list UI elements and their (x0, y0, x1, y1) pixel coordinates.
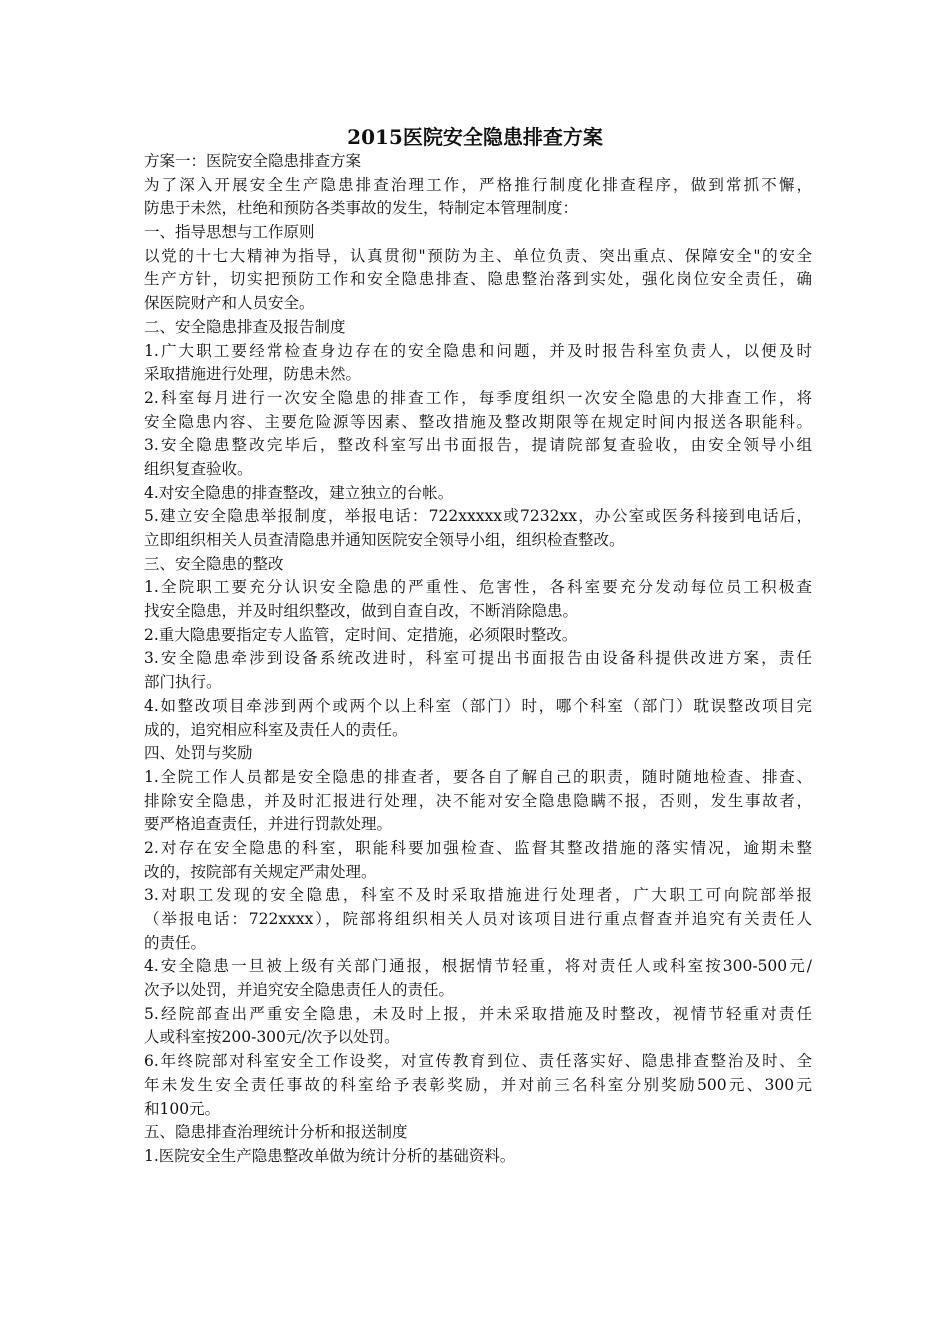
body-line: 5.经院部查出严重安全隐患，未及时上报，并未采取措施及时整改，视情节轻重对责任 (144, 1004, 812, 1023)
body-line: 2.对存在安全隐患的科室，职能科要加强检查、监督其整改措施的落实情况，逾期未整 (144, 838, 812, 857)
body-line: 5.建立安全隐患举报制度，举报电话：722xxxxx或7232xx，办公室或医务科接到电话后， (144, 507, 812, 526)
body-line: 部门执行。 (144, 673, 222, 692)
body-line: 2.科室每月进行一次安全隐患的排查工作，每季度组织一次安全隐患的大排查工作，将 (144, 388, 812, 407)
body-line: 4.安全隐患一旦被上级有关部门通报，根据情节轻重，将对责任人或科室按300-500元/ (144, 957, 812, 976)
body-line: 排除安全隐患，并及时汇报进行处理，决不能对安全隐患隐瞒不报，否则，发生事故者， (144, 791, 812, 810)
body-line: 保医院财产和人员安全。 (144, 294, 315, 313)
body-line: 为了深入开展安全生产隐患排查治理工作，严格推行制度化排查程序，做到常抓不懈， (144, 175, 812, 194)
body-line: 改的，按院部有关规定严肃处理。 (144, 862, 377, 881)
body-line: 安全隐患内容、主要危险源等因素、整改措施及整改期限等在规定时间内报送各职能科。 (144, 412, 812, 431)
body-line: 组织复查验收。 (144, 459, 253, 478)
body-line: 1.医院安全生产隐患整改单做为统计分析的基础资料。 (144, 1146, 516, 1165)
body-line: 找安全隐患，并及时组织整改，做到自查自改，不断消除隐患。 (144, 602, 579, 621)
document-title: 2015医院安全隐患排查方案 (347, 125, 603, 149)
body-line: 年未发生安全责任事故的科室给予表彰奖励，并对前三名科室分别奖励500元、300元 (144, 1075, 812, 1094)
body-line: 次予以处罚，并追究安全隐患责任人的责任。 (144, 981, 455, 1000)
body-line: 方案一：医院安全隐患排查方案 (144, 152, 362, 170)
body-line: 和100元。 (144, 1099, 221, 1118)
body-line: 1.全院工作人员都是安全隐患的排查者，要各自了解自己的职责，随时随地检查、排查、 (144, 767, 812, 786)
document-body (144, 150, 812, 1169)
body-line: 二、安全隐患排查及报告制度 (144, 317, 346, 336)
body-line: （举报电话：722xxxx），院部将组织相关人员对该项目进行重点督查并追究有关责任人 (144, 910, 812, 928)
body-line: 五、隐患排查治理统计分析和报送制度 (144, 1123, 408, 1142)
body-line: 3.对职工发现的安全隐患，科室不及时采取措施进行处理者，广大职工可向院部举报 (144, 886, 812, 905)
body-line: 人或科室按200-300元/次予以处罚。 (144, 1028, 400, 1047)
body-line: 生产方针，切实把预防工作和安全隐患排查、隐患整治落到实处，强化岗位安全责任，确 (144, 270, 812, 289)
body-line: 1.全院职工要充分认识安全隐患的严重性、危害性，各科室要充分发动每位员工积极查 (144, 578, 812, 597)
body-line: 4.如整改项目牵涉到两个或两个以上科室（部门）时，哪个科室（部门）耽误整改项目完 (144, 696, 812, 715)
body-line: 2.重大隐患要指定专人监管，定时间、定措施，必须限时整改。 (144, 625, 578, 644)
body-line: 1.广大职工要经常检查身边存在的安全隐患和问题，并及时报告科室负责人，以便及时 (144, 341, 812, 360)
body-line: 3.安全隐患整改完毕后，整改科室写出书面报告，提请院部复查验收，由安全领导小组 (144, 436, 812, 455)
body-line: 4.对安全隐患的排查整改，建立独立的台帐。 (144, 483, 454, 502)
body-line: 四、处罚与奖励 (144, 744, 253, 763)
body-line: 三、安全隐患的整改 (144, 554, 284, 573)
body-line: 3.安全隐患牵涉到设备系统改进时，科室可提出书面报告由设备科提供改进方案，责任 (144, 649, 812, 668)
body-line: 要严格追查责任，并进行罚款处理。 (144, 815, 393, 834)
body-line: 以党的十七大精神为指导，认真贯彻"预防为主、单位负责、突出重点、保障安全"的安全 (144, 246, 812, 265)
body-line: 防患于未然，杜绝和预防各类事故的发生，特制定本管理制度： (144, 199, 579, 218)
body-line: 立即组织相关人员查清隐患并通知医院安全领导小组，组织检查整改。 (144, 531, 625, 549)
body-line: 的责任。 (144, 933, 207, 952)
body-line: 6.年终院部对科室安全工作设奖，对宣传教育到位、责任落实好、隐患排查整治及时、全 (144, 1052, 812, 1071)
body-line: 采取措施进行处理，防患未然。 (144, 365, 362, 384)
body-line: 一、指导思想与工作原则 (144, 223, 315, 242)
body-line: 成的，追究相应科室及责任人的责任。 (144, 720, 408, 739)
